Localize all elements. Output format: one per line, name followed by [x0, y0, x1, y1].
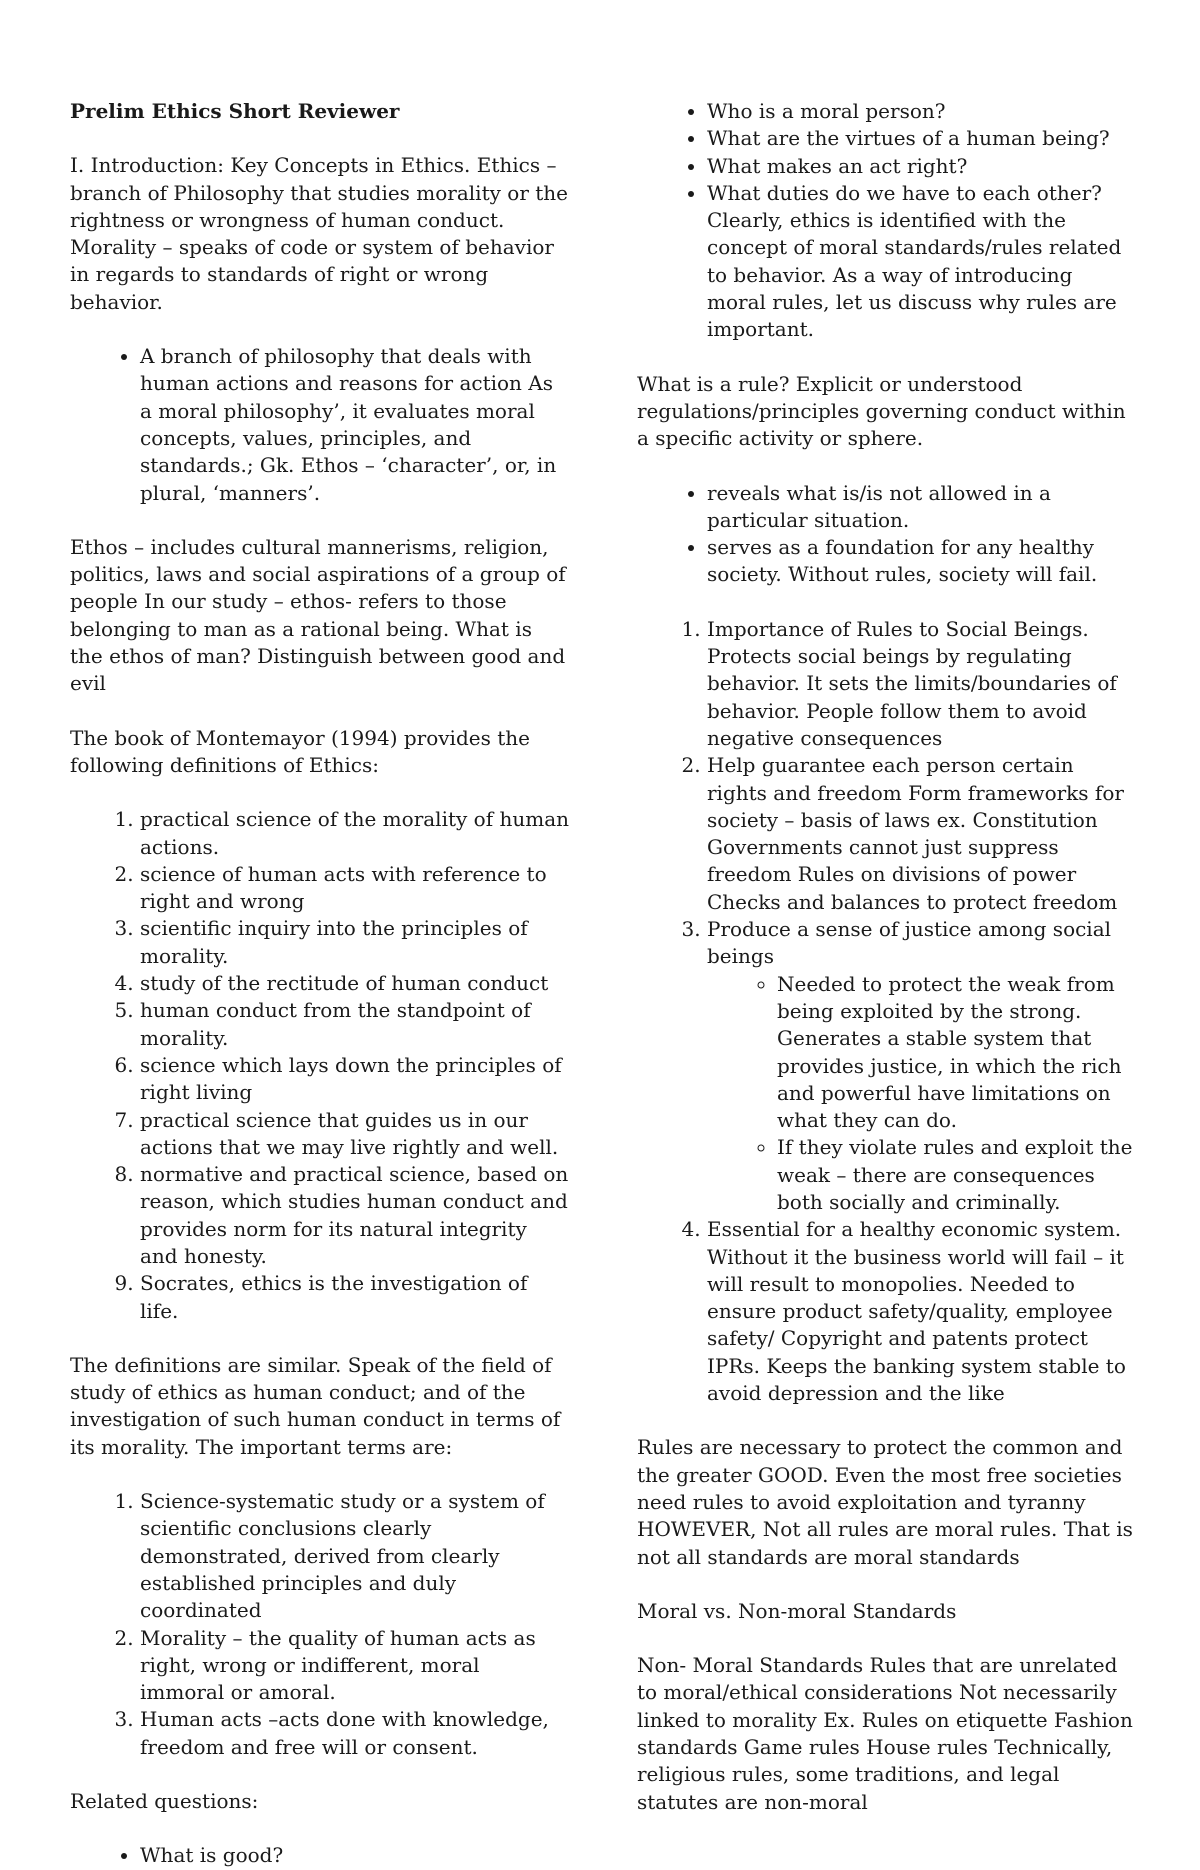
- list-item: 3. Human acts –acts done with knowledge, freedom and free will or consent.: [140, 1706, 570, 1761]
- nonmoral-standards-paragraph: Non- Moral Standards Rules that are unrelated to moral/ethical considerations Not necessarily linked to morality Ex. Rules on etiquette Fashion standards Game rules House rules Technically, religious rules, some traditions, and legal statutes are non-moral: [637, 1653, 1133, 1814]
- importance-list: [637, 616, 1137, 1408]
- moral-vs-nonmoral-heading: Moral vs. Non-moral Standards: [637, 1598, 957, 1623]
- montemayor-paragraph: The book of Montemayor (1994) provides the following definitions of Ethics:: [70, 725, 530, 777]
- terms-list: [70, 1488, 570, 1761]
- ethos-paragraph: Ethos – includes cultural mannerisms, religion, politics, laws and social aspirations of a group of people In our study – ethos- refers to those belonging to man as a rational being. What is the ethos of man? Distinguish between good and evil: [70, 534, 566, 696]
- list-item: ◦ If they violate rules and exploit the weak – there are consequences both socially and criminally.: [777, 1134, 1137, 1216]
- list-item: 1. practical science of the morality of human actions.: [140, 806, 570, 861]
- list-item: [707, 916, 1137, 1216]
- list-item: ◦ Needed to protect the weak from being exploited by the strong. Generates a stable system that provides justice, in which the rich and powerful have limitations on what they can do.: [777, 971, 1137, 1135]
- list-item: 7. practical science that guides us in our actions that we may live rightly and well.: [140, 1107, 570, 1162]
- rule-bullet-list: [637, 480, 1137, 589]
- list-item: • Who is a moral person?: [707, 98, 1137, 125]
- left-column: [70, 98, 570, 1870]
- list-item: 3. scientific inquiry into the principles of morality.: [140, 915, 570, 970]
- list-item: 4. Essential for a healthy economic system. Without it the business world will fail – it will result to monopolies. Needed to ensure product safety/quality, employee safety/ Copyright and patents protect IPRs. Keeps the banking system stable to avoid depression and the like: [707, 1216, 1137, 1407]
- document-title: Prelim Ethics Short Reviewer: [70, 99, 400, 123]
- list-item: 4. study of the rectitude of human conduct: [140, 970, 570, 997]
- list-item: • What duties do we have to each other? Clearly, ethics is identified with the concept of moral standards/rules related to behavior. As a way of introducing moral rules, let us discuss why rules are important.: [707, 180, 1137, 344]
- list-item: • A branch of philosophy that deals with human actions and reasons for action As a moral philosophy’, it evaluates moral concepts, values, principles, and standards.; Gk. Ethos – ‘character’, or, in plural, ‘manners’.: [140, 343, 570, 507]
- list-item: 2. science of human acts with reference to right and wrong: [140, 861, 570, 916]
- list-item: • What is good?: [140, 1842, 570, 1869]
- related-questions-list: [70, 1842, 570, 1869]
- justice-sub-list: [707, 971, 1137, 1217]
- philosophy-bullet-list: [70, 343, 570, 507]
- list-item-text: Produce a sense of justice among social beings: [707, 917, 1112, 969]
- right-column: [637, 98, 1137, 1816]
- rule-definition-paragraph: What is a rule? Explicit or understood regulations/principles governing conduct within a specific activity or sphere.: [637, 371, 1126, 451]
- list-item: • What are the virtues of a human being?: [707, 125, 1137, 152]
- list-item: 2. Morality – the quality of human acts as right, wrong or indifferent, moral immoral or amoral.: [140, 1625, 570, 1707]
- list-item: 1. Science-systematic study or a system of scientific conclusions clearly demonstrated, derived from clearly established principles and duly coordinated: [140, 1488, 570, 1624]
- questions-continued-list: [637, 98, 1137, 344]
- similar-paragraph: The definitions are similar. Speak of the field of study of ethics as human conduct; and of the investigation of such human conduct in terms of its morality. The important terms are:: [70, 1352, 561, 1459]
- related-questions-heading: Related questions:: [70, 1789, 259, 1814]
- list-item: 2. Help guarantee each person certain rights and freedom Form frameworks for society – basis of laws ex. Constitution Governments cannot just suppress freedom Rules on divisions of power Checks and balances to protect freedom: [707, 752, 1137, 916]
- list-item: 9. Socrates, ethics is the investigation of life.: [140, 1270, 570, 1325]
- rules-necessary-paragraph: Rules are necessary to protect the common and the greater GOOD. Even the most free societies need rules to avoid exploitation and tyranny HOWEVER, Not all rules are moral rules. That is not all standards are moral standards: [637, 1435, 1133, 1569]
- list-item: 6. science which lays down the principles of right living: [140, 1052, 570, 1107]
- definitions-list: [70, 806, 570, 1325]
- list-item: • What makes an act right?: [707, 153, 1137, 180]
- intro-paragraph: I. Introduction: Key Concepts in Ethics. Ethics – branch of Philosophy that studies morality or the rightness or wrongness of human conduct. Morality – speaks of code or system of behavior in regards to standards of right or wrong behavior.: [70, 153, 568, 314]
- list-item: • reveals what is/is not allowed in a particular situation.: [707, 480, 1137, 535]
- list-item: 1. Importance of Rules to Social Beings. Protects social beings by regulating behavior. It sets the limits/boundaries of behavior. People follow them to avoid negative consequences: [707, 616, 1137, 752]
- list-item: 5. human conduct from the standpoint of morality.: [140, 997, 570, 1052]
- list-item: 8. normative and practical science, based on reason, which studies human conduct and provides norm for its natural integrity and honesty.: [140, 1161, 570, 1270]
- list-item: • serves as a foundation for any healthy society. Without rules, society will fail.: [707, 534, 1137, 589]
